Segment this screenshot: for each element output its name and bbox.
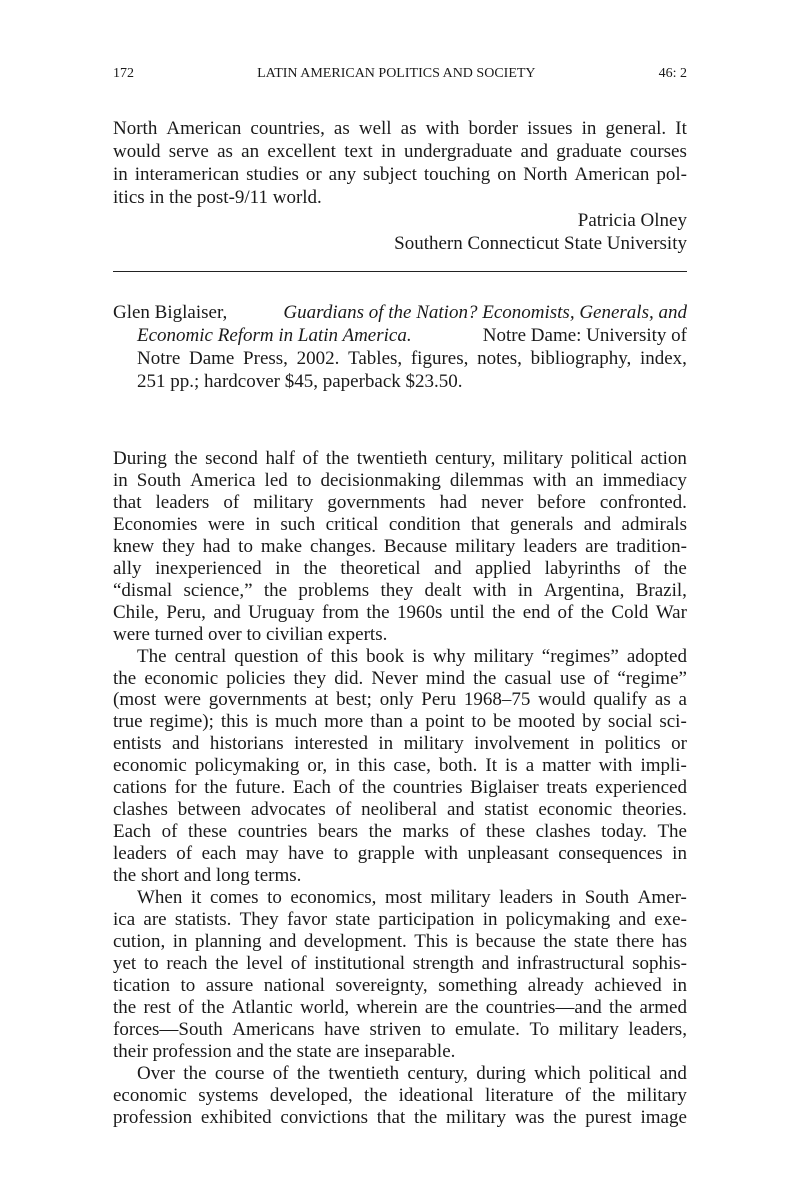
review-body [113,448,687,1129]
text-line: were turned over to civilian experts. [113,623,388,645]
section-divider [113,271,687,272]
citation-author: Glen Biglaiser, [113,302,228,323]
text-line: yet to reach the level of institutional strength and infrastructural sophis- [113,952,687,974]
review-paragraph [113,646,687,887]
text-line: Each of these countries bears the marks of these clashes today. The [113,821,687,843]
text-line: forces—South Americans have striven to emulate. To military leaders, [113,1018,687,1040]
text-line: that leaders of military governments had never before confronted. [113,491,687,513]
text-line: economic systems developed, the ideational literature of the military [113,1084,687,1106]
text-line: cution, in planning and development. This is because the state there has [113,930,687,952]
text-line: knew they had to make changes. Because military leaders are tradition- [113,535,687,557]
text-line: ica are statists. They favor state participation in policymaking and exe- [113,909,687,931]
text-line: economic policymaking or, in this case, both. It is a matter with impli- [113,755,687,777]
citation-title-cont: Economic Reform in Latin America. [137,325,412,346]
citation-prices: 251 pp.; hardcover $45, paperback $23.50. [137,371,463,392]
text-line: The central question of this book is why military “regimes” adopted [137,645,687,667]
text-line: entists and historians interested in military involvement in politics or [113,733,687,755]
text-line: the economic policies they did. Never mind the casual use of “regime” [113,667,687,689]
text-line: During the second half of the twentieth century, military political action [113,448,687,469]
text-line: tication to assure national sovereignty, something already achieved in [113,974,687,996]
text-line: Chile, Peru, and Uruguay from the 1960s until the end of the Cold War [113,601,687,623]
running-header [113,66,687,82]
text-line: would serve as an excellent text in undergraduate and graduate courses [113,141,687,162]
text-line: Over the course of the twentieth century, during which political and [137,1062,687,1084]
book-citation [113,301,687,393]
reviewer-affiliation: Southern Connecticut State University [394,233,687,254]
text-line: When it comes to economics, most military leaders in South Amer- [137,887,687,909]
issue-number: 46: 2 [658,66,687,81]
journal-title: LATIN AMERICAN POLITICS AND SOCIETY [257,66,536,81]
previous-review-ending [113,117,687,255]
page-number: 172 [113,66,134,81]
text-line: (most were governments at best; only Peru 1968–75 would qualify as a [113,689,687,711]
citation-publisher: Notre Dame: University of [482,325,687,346]
text-line: leaders of each may have to grapple with unpleasant consequences in [113,843,687,865]
text-line: Economies were in such critical condition that generals and admirals [113,513,687,535]
text-line: “dismal science,” the problems they dealt with in Argentina, Brazil, [113,579,687,601]
text-line: true regime); this is much more than a point to be mooted by social sci- [113,711,687,733]
text-line: the short and long terms. [113,865,302,887]
review-paragraph [113,448,687,646]
text-line: in South America led to decisionmaking dilemmas with an immediacy [113,469,687,491]
text-line: the rest of the Atlantic world, wherein are the countries—and the armed [113,996,687,1018]
citation-title: Guardians of the Nation? Economists, Generals, and [283,302,687,323]
review-paragraph [113,887,687,1063]
text-line: their profession and the state are inseparable. [113,1040,456,1062]
text-line: clashes between advocates of neoliberal and statist economic theories. [113,799,687,821]
reviewer-name: Patricia Olney [577,210,687,231]
review-paragraph [113,1063,687,1129]
text-line: in interamerican studies or any subject touching on North American pol- [113,164,687,185]
text-line: ally inexperienced in the theoretical and applied labyrinths of the [113,557,687,579]
text-line: profession exhibited convictions that the military was the purest image [113,1106,687,1128]
citation-details: Notre Dame Press, 2002. Tables, figures, notes, bibliography, index, [137,348,687,369]
text-line: itics in the post-9/11 world. [113,187,322,208]
text-line: North American countries, as well as with border issues in general. It [113,118,687,139]
text-line: cations for the future. Each of the countries Biglaiser treats experienced [113,777,687,799]
